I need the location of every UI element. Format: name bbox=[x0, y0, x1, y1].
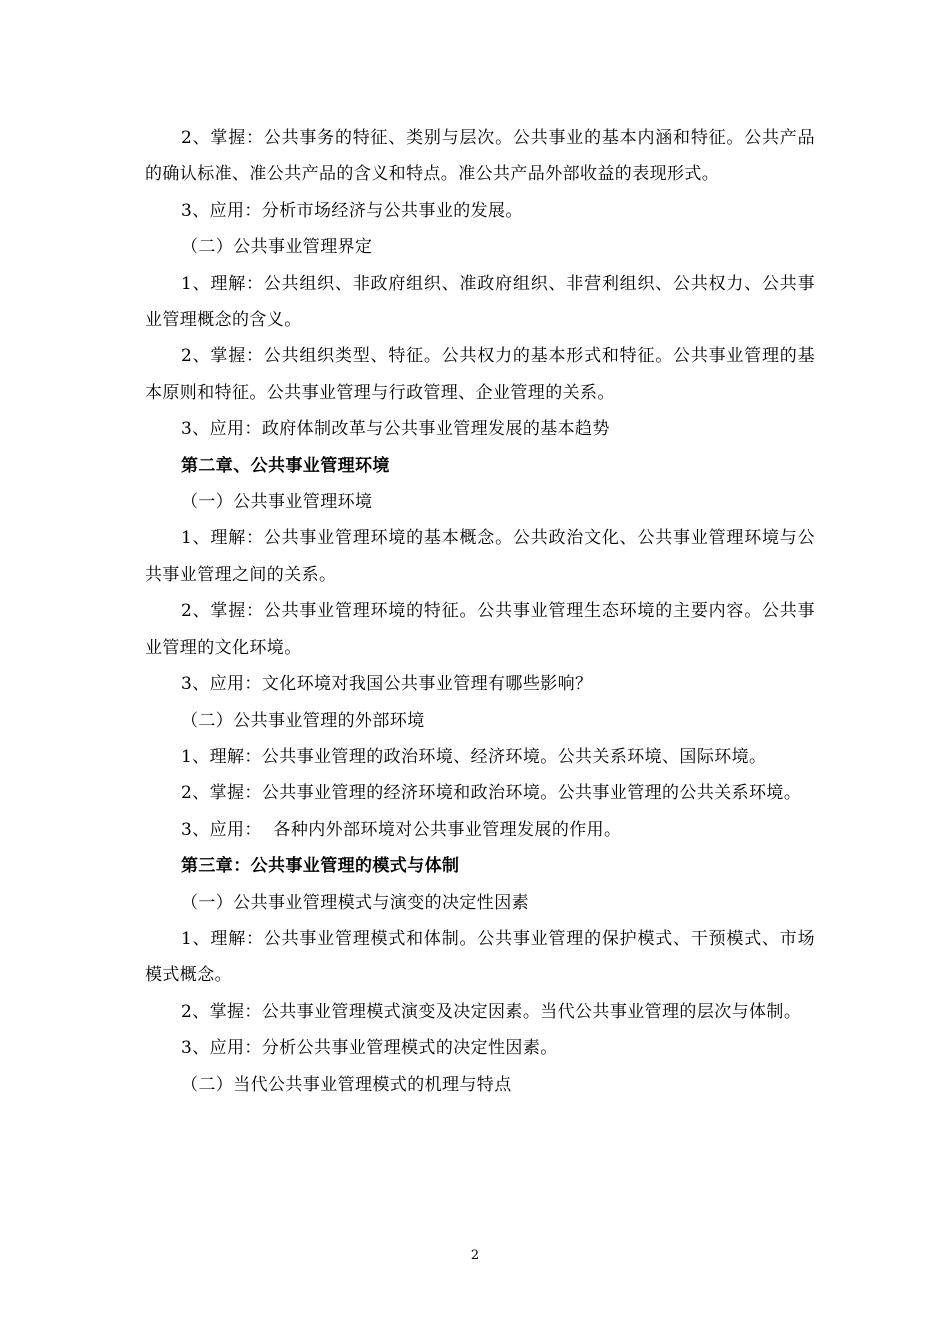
chapter-heading: 第三章：公共事业管理的模式与体制 bbox=[181, 856, 460, 877]
section-heading: （二）公共事业管理界定 bbox=[181, 237, 373, 258]
section-heading: （一）公共事业管理模式与演变的决定性因素 bbox=[181, 892, 529, 913]
list-item: 1、理解：公共事业管理模式和体制。公共事业管理的保护模式、干预模式、市场模式概念。 bbox=[145, 928, 815, 986]
list-item: 3、应用：分析市场经济与公共事业的发展。 bbox=[181, 200, 523, 221]
page-number: 2 bbox=[470, 1248, 480, 1263]
list-item: 3、应用： 各种内外部环境对公共事业管理发展的作用。 bbox=[181, 819, 622, 840]
section-heading: （一）公共事业管理环境 bbox=[181, 492, 373, 513]
list-item: 2、掌握：公共事业管理模式演变及决定因素。当代公共事业管理的层次与体制。 bbox=[181, 1001, 802, 1022]
page-body bbox=[145, 120, 815, 1103]
list-item: 2、掌握：公共事业管理的经济环境和政治环境。公共事业管理的公共关系环境。 bbox=[181, 783, 802, 804]
list-item: 1、理解：公共组织、非政府组织、准政府组织、非营利组织、公共权力、公共事业管理概念的含义。 bbox=[145, 273, 815, 331]
list-item: 2、掌握：公共组织类型、特征。公共权力的基本形式和特征。公共事业管理的基本原则和特征。公共事业管理与行政管理、企业管理的关系。 bbox=[145, 346, 815, 403]
section-heading: （二）公共事业管理的外部环境 bbox=[181, 710, 425, 731]
list-item: 3、应用：分析公共事业管理模式的决定性因素。 bbox=[181, 1038, 558, 1059]
list-item: 3、应用：文化环境对我国公共事业管理有哪些影响？ bbox=[181, 674, 593, 695]
list-item: 2、掌握：公共事业管理环境的特征。公共事业管理生态环境的主要内容。公共事业管理的文化环境。 bbox=[145, 601, 815, 658]
chapter-heading: 第二章、公共事业管理环境 bbox=[181, 455, 390, 476]
list-item: 2、掌握：公共事务的特征、类别与层次。公共事业的基本内涵和特征。公共产品的确认标准、准公共产品的含义和特点。准公共产品外部收益的表现形式。 bbox=[145, 128, 815, 185]
list-item: 3、应用：政府体制改革与公共事业管理发展的基本趋势 bbox=[181, 419, 610, 440]
list-item: 1、理解：公共事业管理的政治环境、经济环境。公共关系环境、国际环境。 bbox=[181, 746, 767, 767]
list-item: 1、理解：公共事业管理环境的基本概念。公共政治文化、公共事业管理环境与公共事业管理之间的关系。 bbox=[145, 528, 815, 585]
section-heading: （二）当代公共事业管理模式的机理与特点 bbox=[181, 1074, 512, 1095]
